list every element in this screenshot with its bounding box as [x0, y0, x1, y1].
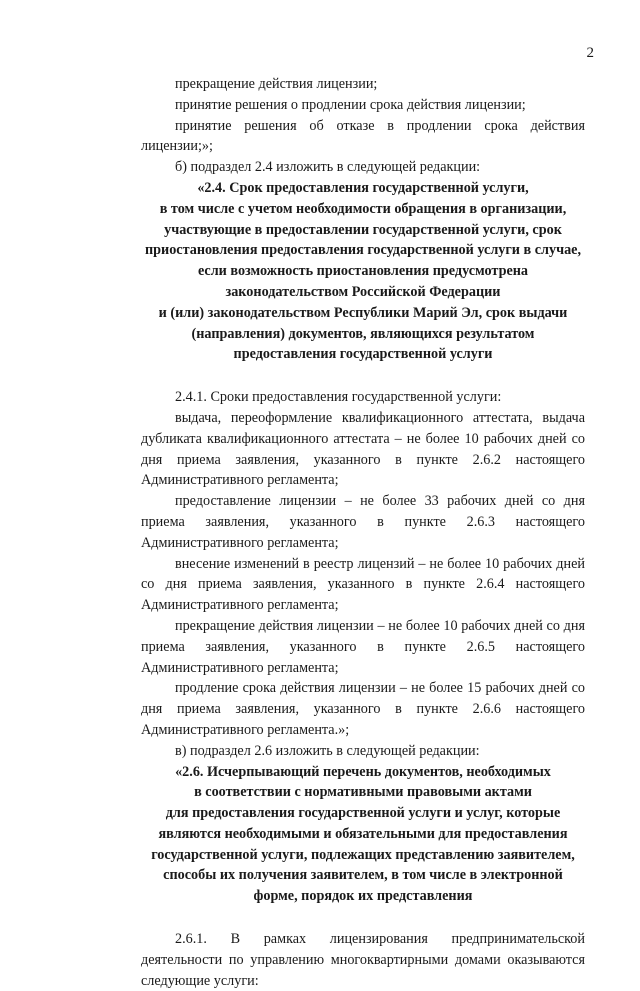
heading-line: и (или) законодательством Республики Марий Эл, срок выдачи — [158, 304, 568, 321]
heading-line: способы их получения заявителем, в том числе в электронной — [163, 867, 563, 884]
paragraph: принятие решения об отказе в продлении срока действия лицензии;»; — [141, 117, 585, 155]
paragraph: предоставление лицензии – не более 33 рабочих дней со дня приема заявления, указанного в пункте 2.6.3 настоящего Административного регламента; — [141, 493, 585, 551]
paragraph: 2.4.1. Сроки предоставления государственной услуги: — [175, 389, 502, 406]
paragraph: принятие решения о продлении срока действия лицензии; — [175, 96, 526, 113]
heading-line: приостановления предоставления государственной услуги в случае, — [144, 242, 582, 259]
heading-line: форме, порядок их представления — [253, 888, 473, 905]
paragraph: в) подраздел 2.6 изложить в следующей редакции: — [175, 742, 480, 759]
heading-line: (направления) документов, являющихся результатом — [191, 325, 535, 342]
spacer — [141, 907, 585, 929]
page-number: 2 — [586, 45, 594, 61]
paragraph: прекращение действия лицензии – не более 10 рабочих дней со дня приема заявления, указанного в пункте 2.6.5 настоящего Административного регламента; — [141, 617, 585, 676]
heading-line: «2.6. Исчерпывающий перечень документов, необходимых — [175, 763, 551, 780]
heading-line: «2.4. Срок предоставления государственной услуги, — [197, 179, 529, 196]
heading-line: если возможность приостановления предусмотрена — [197, 263, 529, 280]
heading-line: в соответствии с нормативными правовыми актами — [194, 784, 532, 801]
paragraph: прекращение действия лицензии; — [175, 76, 378, 92]
section-heading-2-6 — [141, 762, 585, 908]
heading-line: для предоставления государственной услуги и услуг, которые — [165, 805, 561, 822]
spacer — [141, 365, 585, 387]
paragraph: 2.6.1. В рамках лицензирования предпринимательской деятельности по управлению многоквартирными домами оказываются следующие услуги: — [141, 931, 585, 989]
paragraph: продление срока действия лицензии – не более 15 рабочих дней со дня приема заявления, указанного в пункте 2.6.6 настоящего Административного регламента.»; — [141, 680, 585, 738]
heading-line: участвующие в предоставлении государственной услуги, срок — [164, 221, 562, 238]
heading-line: законодательством Российской Федерации — [225, 283, 501, 300]
paragraph: выдача, переоформление квалификационного аттестата, выдача дубликата квалификационного аттестата – не более 10 рабочих дней со дня приема заявления, указанного в пункте 2.6.2 настоящего Административного регламента; — [141, 409, 585, 489]
paragraph: внесение изменений в реестр лицензий – не более 10 рабочих дней со дня приема заявления, указанного в пункте 2.6.4 настоящего Административного регламента; — [141, 555, 585, 614]
document-body — [141, 74, 585, 991]
heading-line: государственной услуги, подлежащих представлению заявителем, — [151, 846, 575, 863]
heading-line: являются необходимыми и обязательными для предоставления — [158, 825, 568, 842]
heading-line: предоставления государственной услуги — [233, 346, 493, 363]
section-heading-2-4 — [141, 178, 585, 365]
heading-line: в том числе с учетом необходимости обращения в организации, — [159, 200, 567, 217]
paragraph: б) подраздел 2.4 изложить в следующей редакции: — [175, 159, 481, 176]
